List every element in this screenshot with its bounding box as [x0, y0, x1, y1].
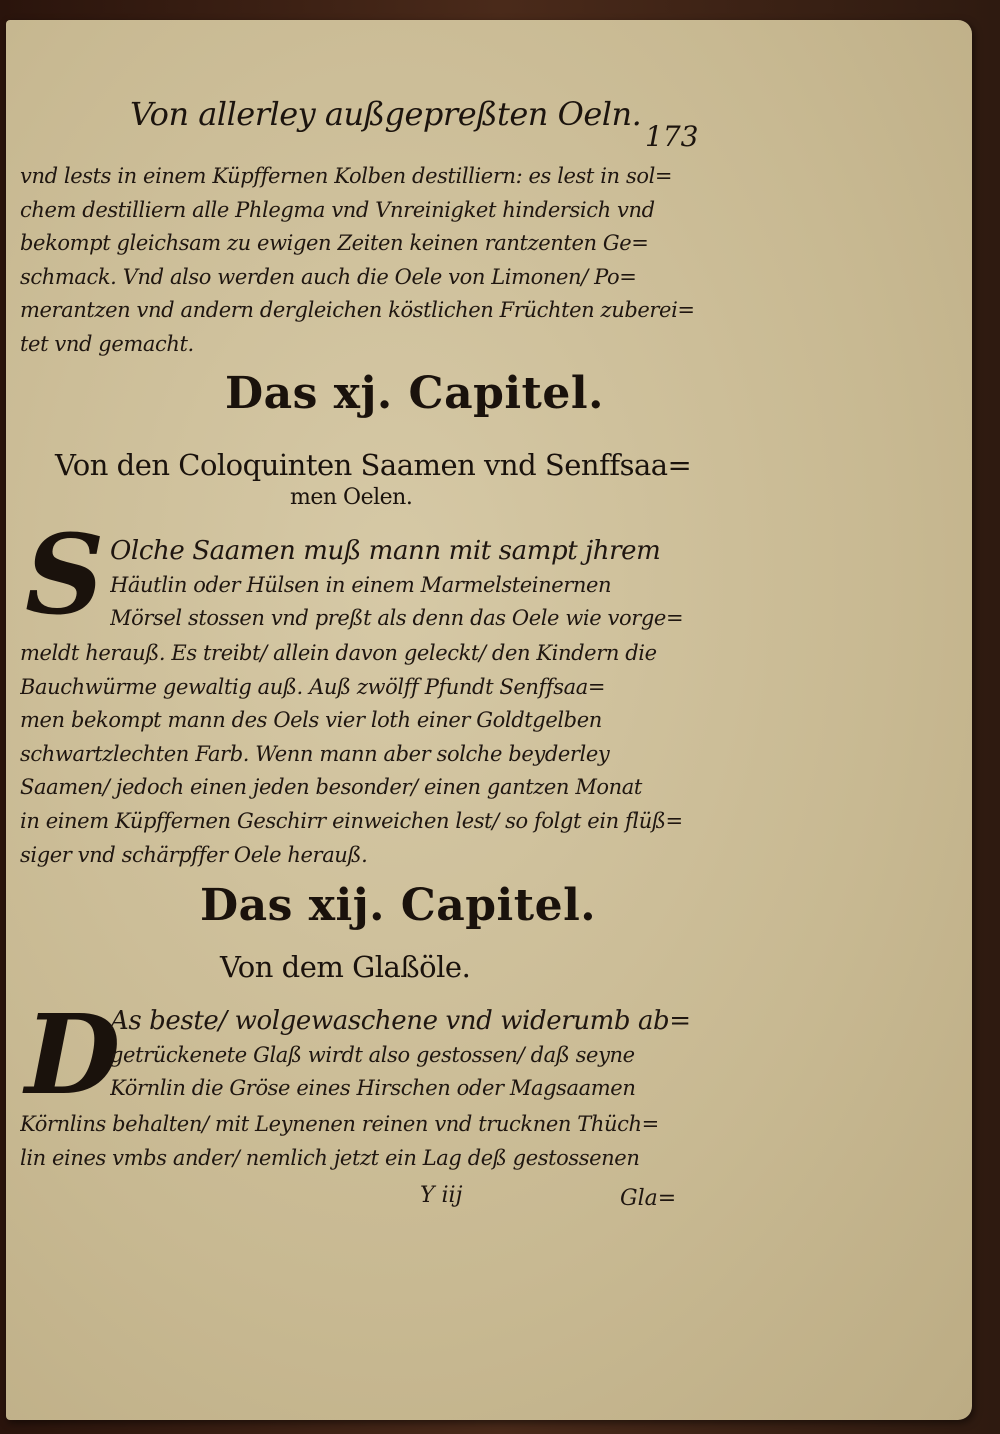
text-line: Olche Saamen muß mann mit sampt jhrem	[110, 536, 661, 566]
chapter-12-dropcap: D	[25, 990, 121, 1119]
chapter-12-paragraph-head	[110, 1005, 710, 1106]
text-line: As beste/ wolgewaschene vnd widerumb ab=	[110, 1006, 691, 1036]
text-line: Körnlin die Gröse eines Hirschen oder Magsaamen	[110, 1076, 636, 1101]
text-line: schwartzlechten Farb. Wenn mann aber solche beyderley	[20, 741, 610, 766]
chapter-11-subtitle-line-2: men Oelen.	[290, 485, 413, 510]
text-line: vnd lests in einem Küpffernen Kolben destilliern: es lest in sol=	[20, 164, 673, 188]
chapter-12-paragraph-body	[20, 1108, 710, 1175]
text-line: getrückenete Glaß wirdt also gestossen/ daß seyne	[110, 1042, 635, 1067]
paragraph-continuation	[20, 160, 710, 362]
page-number: 173	[645, 120, 699, 153]
text-line: Körnlins behalten/ mit Leynenen reinen vnd trucknen Thüch=	[20, 1112, 659, 1136]
text-line: chem destilliern alle Phlegma vnd Vnreinigket hindersich vnd	[20, 197, 655, 222]
text-line: bekompt gleichsam zu ewigen Zeiten keinen rantzenten Ge=	[20, 231, 649, 256]
text-line: in einem Küpffernen Geschirr einweichen lest/ so folgt ein flüß=	[20, 808, 683, 833]
text-line: tet vnd gemacht.	[20, 331, 194, 356]
text-line: siger vnd schärpffer Oele herauß.	[20, 842, 368, 867]
text-line: Häutlin oder Hülsen in einem Marmelsteinernen	[110, 572, 612, 597]
text-line: Saamen/ jedoch einen jeden besonder/ einen gantzen Monat	[20, 775, 642, 800]
chapter-11-paragraph-body	[20, 637, 710, 872]
text-line: lin eines vmbs ander/ nemlich jetzt ein Lag deß gestossenen	[20, 1145, 640, 1170]
text-line: men bekompt mann des Oels vier loth einer Goldtgelben	[20, 708, 602, 733]
catchword: Gla=	[620, 1186, 677, 1211]
chapter-11-dropcap: S	[25, 510, 105, 639]
text-line: Bauchwürme gewaltig auß. Auß zwölff Pfundt Senffsaa=	[20, 674, 606, 699]
running-head: Von allerley außgepreßten Oeln.	[130, 95, 642, 133]
chapter-11-paragraph-head	[110, 535, 710, 636]
chapter-11-subtitle-line-1: Von den Coloquinten Saamen vnd Senffsaa=	[55, 448, 692, 482]
text-line: meldt herauß. Es treibt/ allein davon geleckt/ den Kindern die	[20, 641, 657, 665]
chapter-12-subtitle: Von dem Glaßöle.	[220, 950, 471, 984]
text-line: schmack. Vnd also werden auch die Oele von Limonen/ Po=	[20, 264, 637, 289]
chapter-11-title: Das xj. Capitel.	[225, 368, 604, 419]
signature-mark: Y iij	[420, 1183, 463, 1208]
chapter-12-title: Das xij. Capitel.	[200, 880, 597, 931]
text-line: Mörsel stossen vnd preßt als denn das Oele wie vorge=	[110, 606, 684, 631]
text-line: merantzen vnd andern dergleichen köstlichen Früchten zuberei=	[20, 298, 695, 323]
